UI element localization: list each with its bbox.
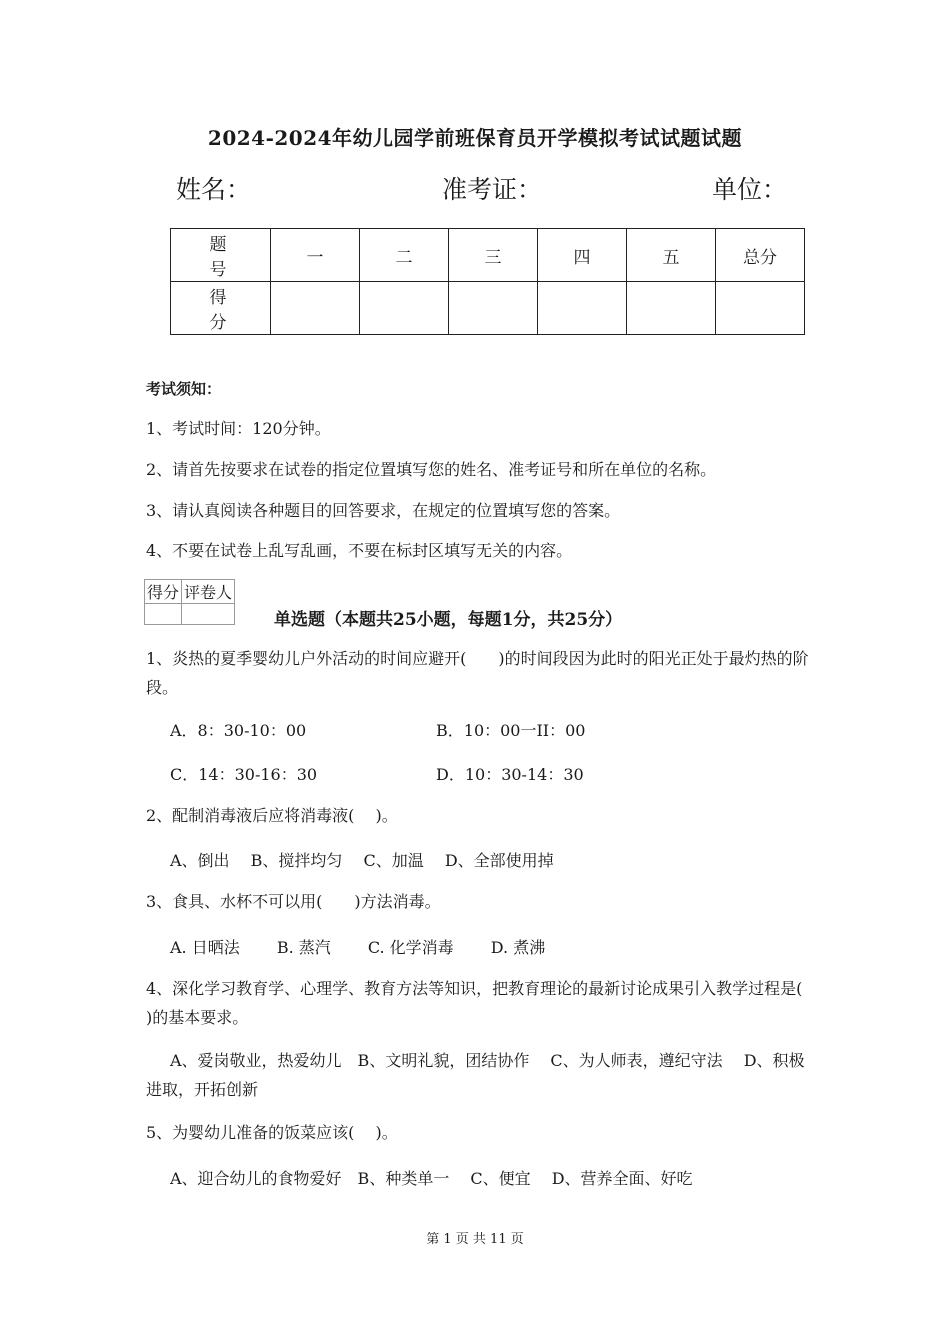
score-row-label: 得 分: [171, 282, 271, 335]
grader-score-label: 得分: [145, 580, 182, 604]
grader-name-label: 评卷人: [182, 580, 235, 604]
option-c: C．14：30-16：30: [170, 765, 318, 784]
exam-id-label: 准考证：: [442, 175, 543, 204]
section-title: 单选题（本题共25小题，每题1分，共25分）: [274, 610, 623, 630]
grader-box: [144, 579, 235, 625]
score-cell-2: [360, 282, 449, 335]
score-table: [170, 228, 805, 335]
question-stem: 4、深化学习教育学、心理学、教育方法等知识，把教育理论的最新讨论成果引入教学过程是( )的基本要求。: [146, 979, 824, 1027]
score-table-header-row: [171, 229, 805, 282]
score-cell-1: [271, 282, 360, 335]
notice-heading: 考试须知：: [146, 380, 222, 398]
score-cell-5: [627, 282, 716, 335]
score-cell-total: [716, 282, 805, 335]
page-footer: 第 1 页 共 11 页: [426, 1232, 524, 1247]
notice-item: 4、不要在试卷上乱写乱画，不要在标封区填写无关的内容。: [146, 541, 573, 560]
option-a: A．8：30-10：00: [170, 721, 307, 740]
question-stem: 1、炎热的夏季婴幼儿户外活动的时间应避开( )的时间段因为此时的阳光正处于最灼热的阶段。: [146, 649, 809, 697]
option-d: D．10：30-14：30: [436, 765, 584, 784]
section-4-header: 四: [538, 229, 627, 282]
question-stem: 3、食具、水杯不可以用( )方法消毒。: [146, 892, 441, 911]
notice-item: 2、请首先按要求在试卷的指定位置填写您的姓名、准考证号和所在单位的名称。: [146, 460, 717, 479]
section-1-header: 一: [271, 229, 360, 282]
page-title: 2024-2024年幼儿园学前班保育员开学模拟考试试题试题: [207, 126, 743, 150]
option-b: B．10：00一II：00: [436, 721, 586, 740]
question-stem: 2、配制消毒液后应将消毒液( )。: [146, 806, 398, 825]
question-options: A、爱岗敬业，热爱幼儿 B、文明礼貌，团结协作 C、为人师表，遵纪守法 D、积极进取，开拓创新: [146, 1051, 805, 1099]
total-header: 总分: [716, 229, 805, 282]
grader-score-cell: [145, 604, 182, 625]
question-number-header: 题 号: [171, 229, 271, 282]
question-options: A. 日晒法 B. 蒸汽 C. 化学消毒 D. 煮沸: [170, 938, 546, 957]
section-2-header: 二: [360, 229, 449, 282]
score-table-score-row: [171, 282, 805, 335]
section-3-header: 三: [449, 229, 538, 282]
notice-item: 3、请认真阅读各种题目的回答要求，在规定的位置填写您的答案。: [146, 501, 621, 520]
grader-name-cell: [182, 604, 235, 625]
question-stem: 5、为婴幼儿准备的饭菜应该( )。: [146, 1123, 398, 1142]
question-options: A、倒出 B、搅拌均匀 C、加温 D、全部使用掉: [170, 851, 554, 870]
name-label: 姓名：: [176, 175, 252, 204]
unit-label: 单位：: [712, 175, 788, 204]
score-cell-3: [449, 282, 538, 335]
notice-item: 1、考试时间：120分钟。: [146, 419, 331, 438]
score-cell-4: [538, 282, 627, 335]
section-5-header: 五: [627, 229, 716, 282]
question-options: A、迎合幼儿的食物爱好 B、种类单一 C、便宜 D、营养全面、好吃: [170, 1169, 693, 1188]
